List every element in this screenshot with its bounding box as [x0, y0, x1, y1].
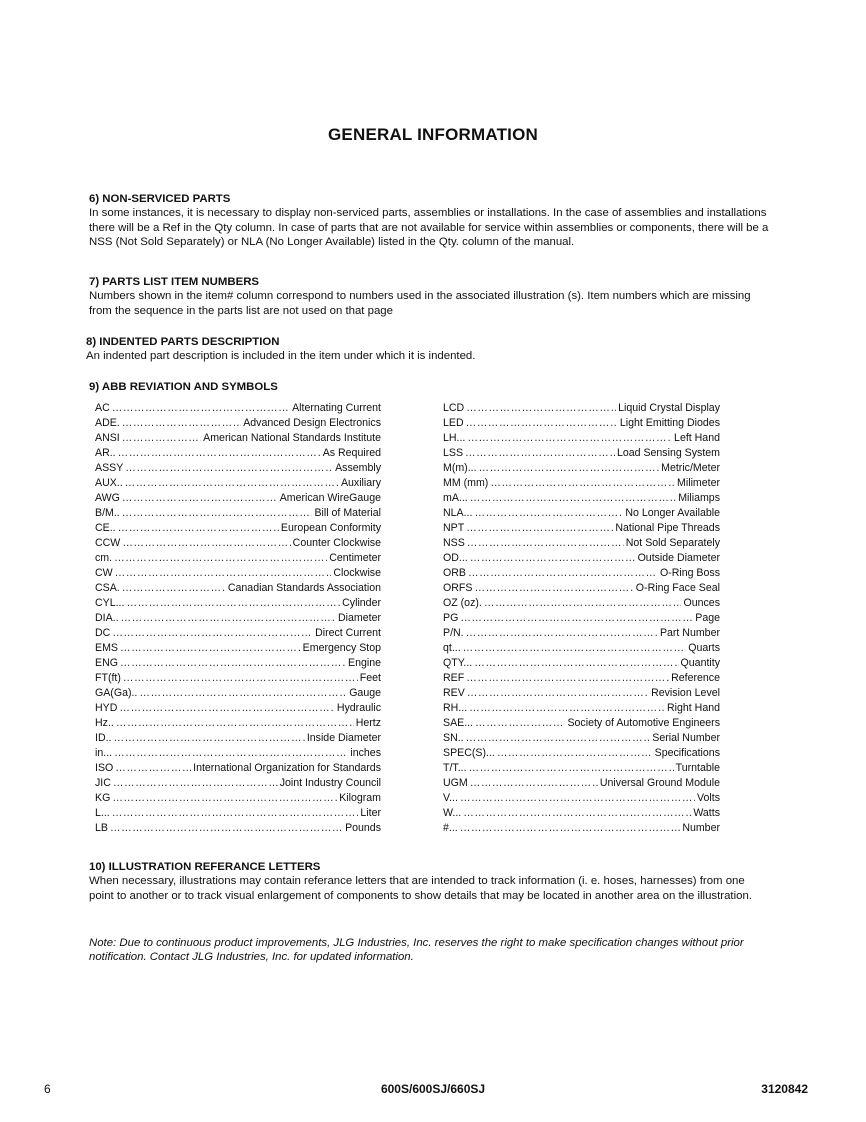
abbreviation-meaning: Joint Industry Council: [279, 777, 381, 789]
abbreviation-row: [443, 401, 720, 416]
abbreviation: CE..: [95, 522, 116, 534]
abbreviation-row: [443, 461, 720, 476]
abbreviation: CCW: [95, 537, 121, 549]
abbreviation-row: [443, 716, 720, 731]
abbreviation-meaning: Specifications: [654, 747, 720, 759]
abbreviation-row: [443, 656, 720, 671]
abbreviation: OD...: [443, 552, 468, 564]
dot-leader: [474, 506, 623, 521]
section-parts-list-item-numbers: [89, 275, 769, 318]
abbreviation: in...: [95, 747, 113, 759]
abbreviation: mA...: [443, 492, 468, 504]
dot-leader: [470, 551, 636, 566]
dot-leader: [467, 686, 649, 701]
abbreviation-row: [443, 476, 720, 491]
abbreviation-row: [95, 656, 381, 671]
abbreviation-meaning: Right Hand: [667, 702, 720, 714]
dot-leader: [460, 821, 681, 836]
abbreviation-meaning: Assembly: [335, 462, 381, 474]
abbreviation-meaning: Hertz: [355, 717, 381, 729]
abbreviation-row: [95, 416, 381, 431]
abbreviation-meaning: Quantity: [680, 657, 720, 669]
abbreviation: ANSI: [95, 432, 120, 444]
abbreviation: P/N.: [443, 627, 464, 639]
abbreviation-meaning: American WireGauge: [279, 492, 381, 504]
abbreviation: OZ (oz).: [443, 597, 482, 609]
dot-leader: [466, 731, 651, 746]
abbreviation: EMS: [95, 642, 118, 654]
abbreviation-row: [443, 701, 720, 716]
abbreviation-row: [95, 476, 381, 491]
abbreviation-meaning: Not Sold Separately: [625, 537, 720, 549]
section-heading: 8) INDENTED PARTS DESCRIPTION: [86, 336, 280, 348]
abbreviation-row: [443, 491, 720, 506]
abbreviation-row: [95, 446, 381, 461]
abbreviation: FT(ft): [95, 672, 121, 684]
abbreviation-row: [95, 776, 381, 791]
abbreviation: W...: [443, 807, 462, 819]
abbreviation-meaning: International Organization for Standards: [193, 762, 381, 774]
dot-leader: [122, 491, 278, 506]
abbreviation-row: [95, 806, 381, 821]
dot-leader: [463, 806, 691, 821]
abbreviation-meaning: Serial Number: [652, 732, 720, 744]
abbreviation-meaning: Metric/Meter: [661, 462, 720, 474]
abbreviation: Hz..: [95, 717, 114, 729]
abbreviation-row: [95, 671, 381, 686]
abbreviation-meaning: Diameter: [338, 612, 381, 624]
dot-leader: [460, 791, 695, 806]
dot-leader: [122, 536, 290, 551]
abbreviation: GA(Ga)..: [95, 687, 138, 699]
abbreviation-row: [95, 506, 381, 521]
abbreviation-meaning: Liter: [360, 807, 381, 819]
page-title: GENERAL INFORMATION: [328, 125, 538, 144]
model-name: 600S/600SJ/660SJ: [380, 1082, 486, 1096]
dot-leader: [114, 746, 348, 761]
abbreviation-row: [95, 566, 381, 581]
abbreviation-row: [443, 431, 720, 446]
abbreviation-meaning: National Pipe Threads: [615, 522, 720, 534]
dot-leader: [466, 671, 669, 686]
dot-leader: [122, 581, 226, 596]
abbreviation: qt...: [443, 642, 461, 654]
abbreviation: REF: [443, 672, 465, 684]
abbreviation: MM (mm): [443, 477, 489, 489]
abbreviation-row: [443, 791, 720, 806]
abbreviation: DIA..: [95, 612, 119, 624]
abbreviation-meaning: Bill of Material: [314, 507, 381, 519]
section-body: When necessary, illustrations may contain referance letters that are intended to track information (i. e. hoses, harnesses) from one point to another or to track visual enlargement of components to show details that may be located in another area on the illustration.: [89, 875, 752, 902]
abbreviation-meaning: Liquid Crystal Display: [618, 402, 720, 414]
abbreviation: CSA.: [95, 582, 120, 594]
abbreviation-meaning: Counter Clockwise: [292, 537, 381, 549]
abbreviation-meaning: Centimeter: [329, 552, 381, 564]
abbreviation: DC: [95, 627, 111, 639]
abbreviation-row: [443, 596, 720, 611]
disclaimer-note: Note: Due to continuous product improvements, JLG Industries, Inc. reserves the right to make specification changes without prior notification. Contact JLG Industries, Inc. for updated information.: [89, 937, 744, 964]
dot-leader: [112, 791, 337, 806]
abbreviation-row: [443, 551, 720, 566]
abbreviation-meaning: Reference: [671, 672, 720, 684]
abbreviation-row: [95, 791, 381, 806]
abbreviation-row: [443, 776, 720, 791]
abbreviation-row: [443, 746, 720, 761]
abbreviation-row: [95, 551, 381, 566]
abbreviation-row: [95, 491, 381, 506]
abbreviation-list-right: [443, 401, 720, 836]
dot-leader: [465, 446, 615, 461]
dot-leader: [466, 401, 616, 416]
dot-leader: [125, 476, 339, 491]
section-body: An indented part description is included in the item under which it is indented.: [86, 350, 476, 363]
abbreviation-meaning: Hydraulic: [336, 702, 381, 714]
dot-leader: [490, 476, 675, 491]
abbreviation: ENG: [95, 657, 118, 669]
abbreviation-row: [443, 731, 720, 746]
abbreviation-row: [95, 461, 381, 476]
abbreviation: LH...: [443, 432, 466, 444]
abbreviation: ORFS: [443, 582, 473, 594]
abbreviation-meaning: Canadian Standards Association: [227, 582, 381, 594]
abbreviation: LCD: [443, 402, 465, 414]
section-body: Numbers shown in the item# column correspond to numbers used in the associated illustration (s). Item numbers which are missing from the sequence in the parts list are not used on that page: [89, 290, 751, 317]
abbreviation-meaning: Emergency Stop: [302, 642, 381, 654]
section-heading: 9) ABB REVIATION AND SYMBOLS: [89, 381, 278, 393]
abbreviation: #...: [443, 822, 458, 834]
dot-leader: [484, 596, 682, 611]
abbreviation-row: [95, 626, 381, 641]
abbreviation-row: [443, 566, 720, 581]
abbreviation-meaning: Gauge: [349, 687, 381, 699]
abbreviation-row: [95, 581, 381, 596]
abbreviation: AWG: [95, 492, 120, 504]
dot-leader: [126, 596, 340, 611]
abbreviation-meaning: inches: [350, 747, 381, 759]
abbreviation-meaning: No Longer Available: [625, 507, 720, 519]
abbreviation-meaning: Universal Ground Module: [599, 777, 720, 789]
abbreviation-meaning: Outside Diameter: [637, 552, 720, 564]
dot-leader: [470, 491, 676, 506]
abbreviation-meaning: Revision Level: [651, 687, 720, 699]
abbreviation-row: [95, 596, 381, 611]
abbreviation-row: [443, 446, 720, 461]
abbreviation-meaning: Milimeter: [677, 477, 720, 489]
dot-leader: [113, 776, 278, 791]
abbreviation: KG: [95, 792, 111, 804]
abbreviation-row: [95, 731, 381, 746]
abbreviation-row: [443, 806, 720, 821]
abbreviation-meaning: Page: [695, 612, 720, 624]
abbreviation-row: [95, 821, 381, 836]
abbreviation: cm.: [95, 552, 113, 564]
abbreviation: SN..: [443, 732, 464, 744]
abbreviation-row: [95, 716, 381, 731]
abbreviation: CYL...: [95, 597, 125, 609]
abbreviation-row: [443, 506, 720, 521]
abbreviation-row: [95, 746, 381, 761]
abbreviation: NSS: [443, 537, 465, 549]
abbreviation: T/T...: [443, 762, 467, 774]
abbreviation: LB: [95, 822, 108, 834]
dot-leader: [479, 461, 660, 476]
abbreviation-row: [95, 686, 381, 701]
dot-leader: [466, 521, 613, 536]
abbreviation-meaning: Alternating Current: [292, 402, 381, 414]
section-heading: 6) NON-SERVICED PARTS: [89, 193, 231, 205]
abbreviation-row: [443, 611, 720, 626]
dot-leader: [474, 656, 678, 671]
dot-leader: [112, 626, 313, 641]
dot-leader: [120, 641, 301, 656]
dot-leader: [119, 701, 334, 716]
abbreviation-meaning: Inside Diameter: [306, 732, 381, 744]
abbreviation: ADE.: [95, 417, 120, 429]
dot-leader: [122, 431, 201, 446]
abbreviation: ORB: [443, 567, 466, 579]
dot-leader: [110, 821, 343, 836]
abbreviation: AC: [95, 402, 110, 414]
abbreviation: AUX..: [95, 477, 123, 489]
section-non-serviced-parts: [89, 192, 769, 250]
abbreviation-row: [443, 626, 720, 641]
abbreviation-meaning: Auxiliary: [340, 477, 381, 489]
dot-leader: [125, 461, 333, 476]
dot-leader: [123, 671, 358, 686]
dot-leader: [468, 566, 658, 581]
abbreviation-row: [95, 701, 381, 716]
abbreviation-meaning: O-Ring Face Seal: [635, 582, 720, 594]
dot-leader: [469, 701, 665, 716]
dot-leader: [497, 746, 653, 761]
abbreviation: LED: [443, 417, 464, 429]
abbreviation-meaning: Part Number: [659, 627, 720, 639]
abbreviation-meaning: Advanced Design Electronics: [243, 417, 381, 429]
abbreviation-meaning: Engine: [348, 657, 381, 669]
page-number: 6: [44, 1082, 51, 1096]
dot-leader: [118, 521, 279, 536]
dot-leader: [467, 536, 624, 551]
abbreviation-meaning: Cylinder: [342, 597, 381, 609]
abbreviation: M(m)...: [443, 462, 477, 474]
abbreviation-row: [443, 416, 720, 431]
section-illustration-referance-letters: [89, 860, 769, 903]
abbreviation: SAE...: [443, 717, 474, 729]
dot-leader: [112, 401, 290, 416]
abbreviation-row: [95, 761, 381, 776]
abbreviation-row: [443, 821, 720, 836]
abbreviation-meaning: Load Sensing System: [616, 447, 720, 459]
abbreviation-list-left: [95, 401, 381, 836]
dot-leader: [122, 506, 313, 521]
abbreviation-meaning: Miliamps: [678, 492, 720, 504]
dot-leader: [460, 611, 693, 626]
document-number: 3120842: [761, 1082, 808, 1096]
abbreviation-meaning: Left Hand: [674, 432, 720, 444]
abbreviation: L...: [95, 807, 110, 819]
abbreviation: V...: [443, 792, 458, 804]
abbreviation-meaning: Kilogram: [339, 792, 381, 804]
dot-leader: [116, 716, 354, 731]
abbreviation: NPT: [443, 522, 465, 534]
section-body: In some instances, it is necessary to display non-serviced parts, assemblies or installations. In the case of assemblies and installations there will be a Ref in the Qty column. In case of parts that are not available for service within assemblies or components, there will be a NSS (Not Sold Separately) or NLA (No Longer Available) listed in the Qty. column of the manual.: [89, 207, 769, 249]
abbreviation-row: [95, 521, 381, 536]
abbreviation: SPEC(S)...: [443, 747, 495, 759]
abbreviation: UGM: [443, 777, 468, 789]
section-abbreviations: [89, 380, 769, 394]
abbreviation-row: [95, 611, 381, 626]
section-heading: 7) PARTS LIST ITEM NUMBERS: [89, 276, 260, 288]
abbreviation-meaning: Pounds: [345, 822, 381, 834]
dot-leader: [466, 626, 658, 641]
dot-leader: [475, 716, 565, 731]
abbreviation-meaning: Turntable: [675, 762, 720, 774]
abbreviation-row: [443, 686, 720, 701]
abbreviation-row: [443, 581, 720, 596]
section-heading: 10) ILLUSTRATION REFERANCE LETTERS: [89, 861, 321, 873]
abbreviation-row: [443, 521, 720, 536]
dot-leader: [112, 806, 359, 821]
abbreviation: PG: [443, 612, 459, 624]
abbreviation-meaning: Direct Current: [315, 627, 381, 639]
abbreviation-meaning: Quarts: [688, 642, 720, 654]
abbreviation-row: [443, 641, 720, 656]
dot-leader: [469, 761, 674, 776]
dot-leader: [474, 581, 633, 596]
abbreviation: AR..: [95, 447, 116, 459]
abbreviation: RH...: [443, 702, 468, 714]
abbreviation-row: [95, 641, 381, 656]
dot-leader: [115, 566, 332, 581]
abbreviation-meaning: Feet: [359, 672, 381, 684]
abbreviation-meaning: Clockwise: [333, 567, 381, 579]
abbreviation-meaning: Volts: [697, 792, 720, 804]
abbreviation: CW: [95, 567, 113, 579]
abbreviation: REV: [443, 687, 465, 699]
section-indented-parts-description: [86, 335, 766, 364]
abbreviation: B/M..: [95, 507, 120, 519]
dot-leader: [139, 686, 347, 701]
abbreviation-row: [95, 431, 381, 446]
abbreviation-meaning: Watts: [693, 807, 720, 819]
dot-leader: [463, 641, 687, 656]
abbreviation: ISO: [95, 762, 114, 774]
abbreviation-row: [443, 671, 720, 686]
abbreviation-row: [443, 761, 720, 776]
abbreviation-meaning: O-Ring Boss: [659, 567, 720, 579]
dot-leader: [120, 656, 346, 671]
abbreviation-meaning: Society of Automotive Engineers: [567, 717, 720, 729]
abbreviation: QTY...: [443, 657, 473, 669]
dot-leader: [466, 416, 618, 431]
dot-leader: [118, 446, 321, 461]
abbreviation: ID..: [95, 732, 112, 744]
abbreviation-meaning: European Conformity: [280, 522, 381, 534]
abbreviation: ASSY: [95, 462, 124, 474]
dot-leader: [114, 551, 327, 566]
dot-leader: [115, 761, 191, 776]
abbreviation: LSS: [443, 447, 464, 459]
dot-leader: [470, 776, 598, 791]
dot-leader: [467, 431, 672, 446]
abbreviation: HYD: [95, 702, 118, 714]
abbreviation-meaning: American National Standards Institute: [203, 432, 381, 444]
abbreviation-meaning: Number: [682, 822, 720, 834]
abbreviation: JIC: [95, 777, 111, 789]
dot-leader: [121, 611, 336, 626]
abbreviation-meaning: Light Emitting Diodes: [619, 417, 720, 429]
abbreviation-meaning: As Required: [322, 447, 381, 459]
dot-leader: [122, 416, 241, 431]
abbreviation-row: [443, 536, 720, 551]
dot-leader: [113, 731, 304, 746]
abbreviation-meaning: Ounces: [683, 597, 720, 609]
abbreviation-row: [95, 401, 381, 416]
abbreviation-row: [95, 536, 381, 551]
abbreviation: NLA...: [443, 507, 473, 519]
